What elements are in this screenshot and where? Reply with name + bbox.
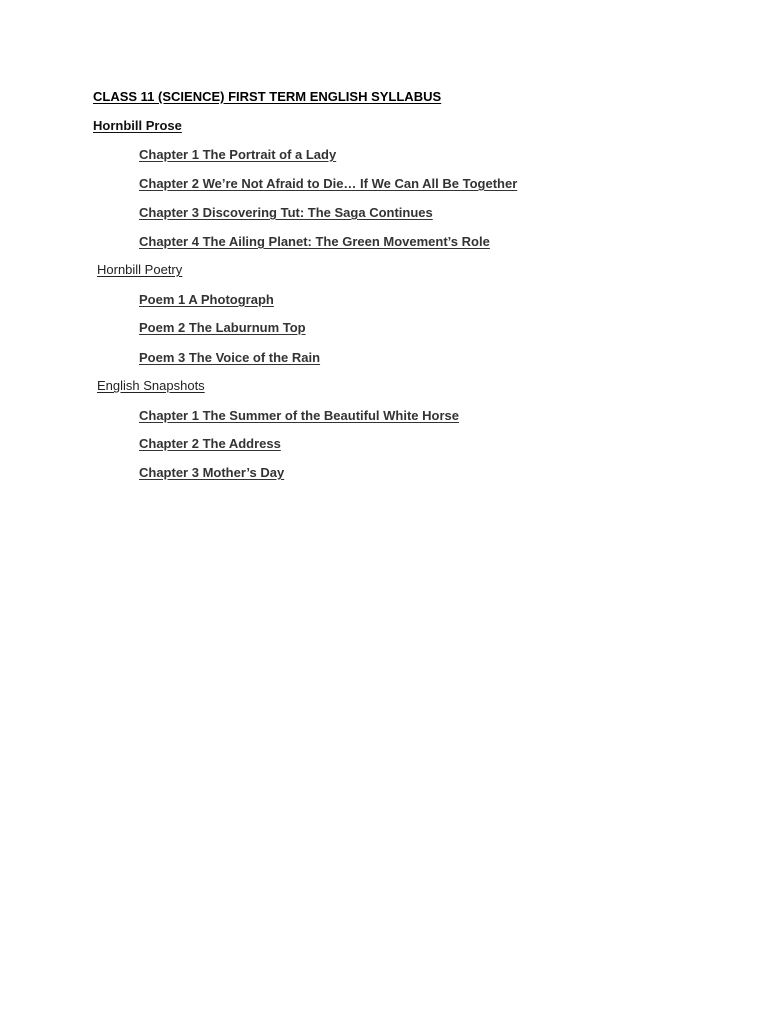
- document-title: CLASS 11 (SCIENCE) FIRST TERM ENGLISH SYLLABUS: [93, 89, 442, 104]
- list-item: Chapter 2 The Address: [139, 436, 281, 451]
- list-item: Poem 2 The Laburnum Top: [139, 320, 306, 335]
- list-item: Chapter 1 The Summer of the Beautiful White Horse: [139, 408, 459, 423]
- list-item: Poem 3 The Voice of the Rain: [139, 350, 321, 365]
- section-heading-hornbill-poetry: Hornbill Poetry: [97, 262, 183, 277]
- section-heading-english-snapshots: English Snapshots: [97, 378, 205, 393]
- list-item: Chapter 4 The Ailing Planet: The Green Movement’s Role: [139, 234, 490, 249]
- list-item: Chapter 3 Mother’s Day: [139, 465, 285, 480]
- list-item: Poem 1 A Photograph: [139, 292, 274, 307]
- section-heading-hornbill-prose: Hornbill Prose: [93, 118, 182, 133]
- list-item: Chapter 1 The Portrait of a Lady: [139, 147, 337, 162]
- list-item: Chapter 3 Discovering Tut: The Saga Continues: [139, 205, 433, 220]
- list-item: Chapter 2 We’re Not Afraid to Die… If We Can All Be Together: [139, 176, 518, 191]
